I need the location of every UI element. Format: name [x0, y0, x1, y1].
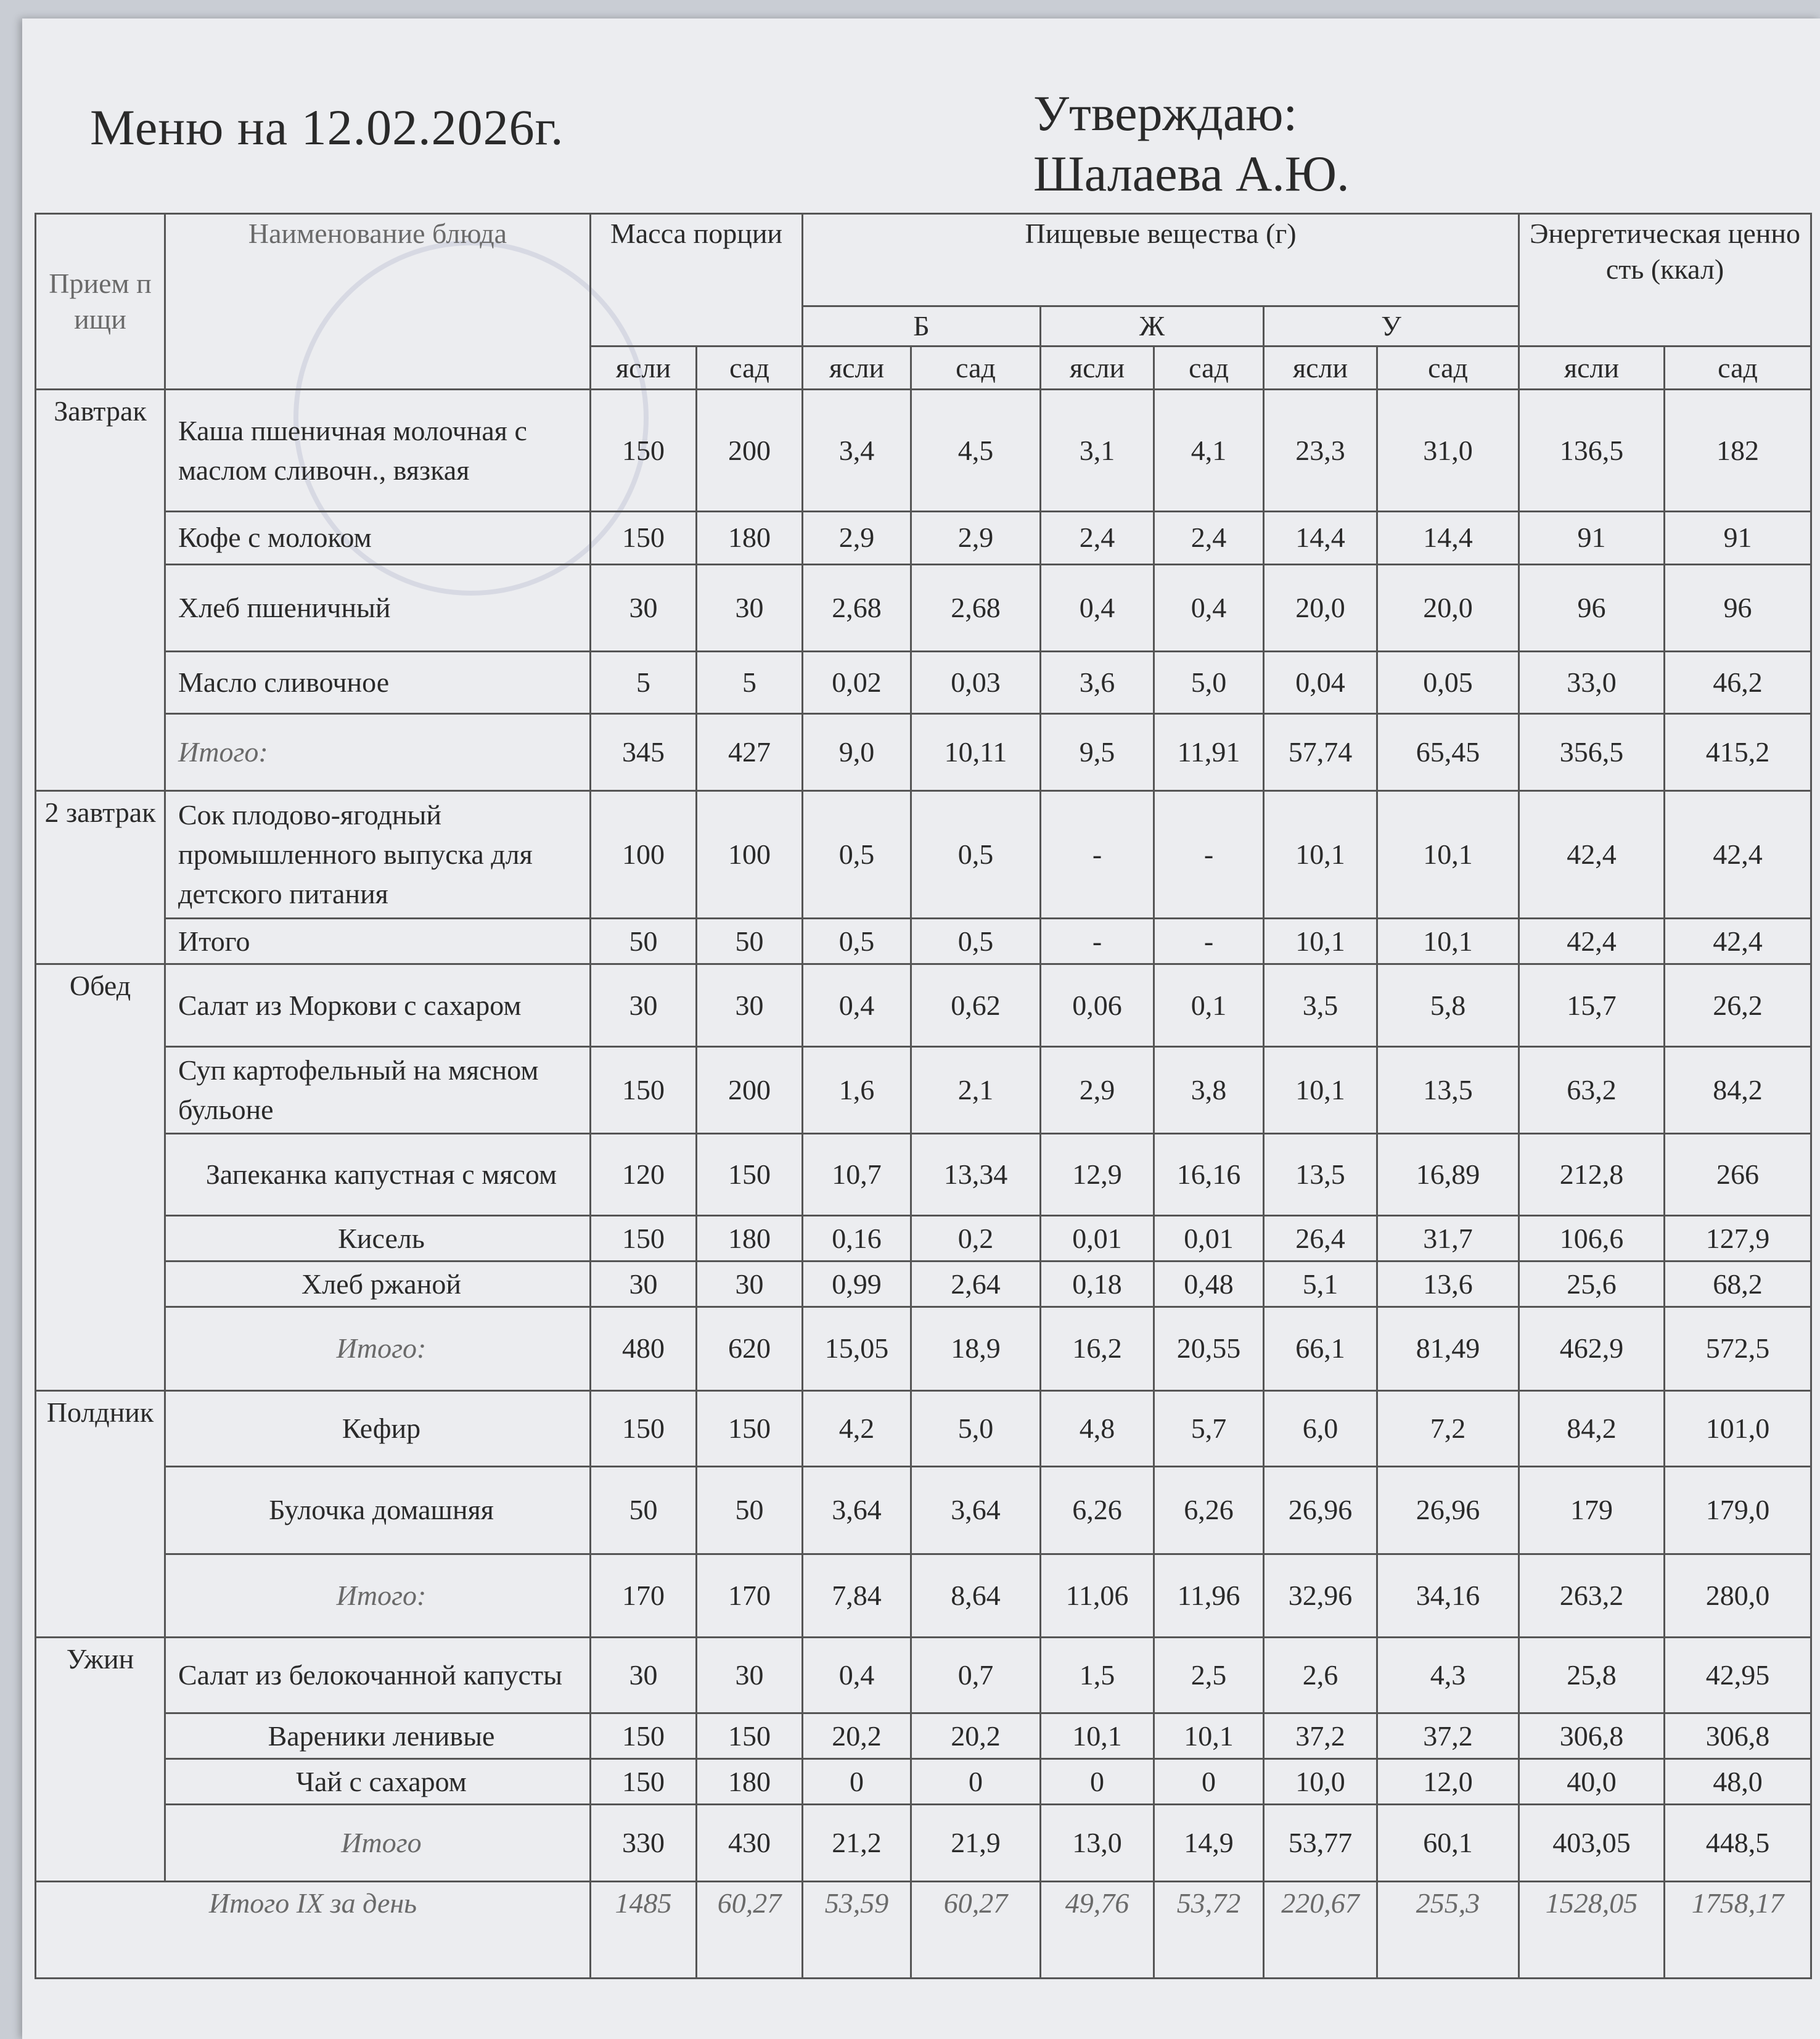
value-cell: 2,68 — [803, 564, 911, 652]
value-cell: 100 — [697, 790, 803, 919]
value-cell: 345 — [591, 713, 697, 790]
day-total-row — [36, 1882, 1811, 1979]
value-cell: 150 — [697, 1133, 803, 1215]
value-cell: 81,49 — [1377, 1307, 1519, 1391]
value-cell: 180 — [697, 1216, 803, 1262]
value-cell: 1,5 — [1041, 1638, 1154, 1713]
header-carbs: У — [1264, 306, 1519, 347]
value-cell: 150 — [591, 1759, 697, 1805]
value-cell: 0,48 — [1154, 1262, 1264, 1307]
header-fat: Ж — [1041, 306, 1264, 347]
value-cell: 26,4 — [1264, 1216, 1377, 1262]
value-cell: 0,01 — [1154, 1216, 1264, 1262]
value-cell: 0,5 — [803, 790, 911, 919]
value-cell: 10,1 — [1154, 1713, 1264, 1759]
day-total-value: 53,59 — [803, 1882, 911, 1979]
value-cell: 150 — [591, 1713, 697, 1759]
value-cell: 2,6 — [1264, 1638, 1377, 1713]
value-cell: 34,16 — [1377, 1554, 1519, 1638]
value-cell: 53,77 — [1264, 1805, 1377, 1882]
value-cell: 2,64 — [911, 1262, 1041, 1307]
value-cell: 0,16 — [803, 1216, 911, 1262]
value-cell: 68,2 — [1665, 1262, 1811, 1307]
value-cell: 31,7 — [1377, 1216, 1519, 1262]
dish-name: Кефир — [165, 1390, 591, 1466]
day-total-value: 49,76 — [1041, 1882, 1154, 1979]
table-row — [36, 652, 1811, 713]
value-cell: 15,7 — [1519, 964, 1665, 1046]
subheader-garden: сад — [697, 347, 803, 390]
value-cell: 6,26 — [1154, 1466, 1264, 1554]
value-cell: 572,5 — [1665, 1307, 1811, 1391]
day-total-value: 60,27 — [697, 1882, 803, 1979]
value-cell: 180 — [697, 512, 803, 565]
value-cell: 200 — [697, 390, 803, 512]
value-cell: 46,2 — [1665, 652, 1811, 713]
value-cell: 4,3 — [1377, 1638, 1519, 1713]
table-row — [36, 1638, 1811, 1713]
value-cell: 30 — [591, 964, 697, 1046]
value-cell: 212,8 — [1519, 1133, 1665, 1215]
value-cell: 3,64 — [911, 1466, 1041, 1554]
dish-name: Кофе с молоком — [165, 512, 591, 565]
value-cell: 306,8 — [1665, 1713, 1811, 1759]
dish-name: Сок плодово-ягодный промышленного выпуска для детского питания — [165, 790, 591, 919]
day-total-value: 1485 — [591, 1882, 697, 1979]
value-cell: 50 — [591, 1466, 697, 1554]
value-cell: 4,2 — [803, 1390, 911, 1466]
value-cell: 9,5 — [1041, 713, 1154, 790]
value-cell: 42,4 — [1519, 790, 1665, 919]
value-cell: 30 — [697, 564, 803, 652]
dish-name: Булочка домашняя — [165, 1466, 591, 1554]
value-cell: 266 — [1665, 1133, 1811, 1215]
value-cell: 120 — [591, 1133, 697, 1215]
header-dish: Наименование блюда — [165, 214, 591, 390]
value-cell: 150 — [591, 390, 697, 512]
value-cell: 0,4 — [803, 964, 911, 1046]
value-cell: 0,4 — [1154, 564, 1264, 652]
value-cell: 10,1 — [1264, 1046, 1377, 1133]
value-cell: 7,84 — [803, 1554, 911, 1638]
value-cell: 13,5 — [1264, 1133, 1377, 1215]
value-cell: - — [1041, 790, 1154, 919]
value-cell: 30 — [697, 964, 803, 1046]
table-row — [36, 564, 1811, 652]
value-cell: 16,2 — [1041, 1307, 1154, 1391]
approval-block — [1033, 83, 1350, 204]
dish-name: Итого: — [165, 713, 591, 790]
value-cell: 462,9 — [1519, 1307, 1665, 1391]
subheader-garden: сад — [1665, 347, 1811, 390]
dish-name: Каша пшеничная молочная с маслом сливочн., вязкая — [165, 390, 591, 512]
value-cell: 20,2 — [803, 1713, 911, 1759]
value-cell: 0,02 — [803, 652, 911, 713]
dish-name: Кисель — [165, 1216, 591, 1262]
value-cell: 0,4 — [1041, 564, 1154, 652]
dish-name: Итого: — [165, 1554, 591, 1638]
value-cell: 31,0 — [1377, 390, 1519, 512]
value-cell: 0,62 — [911, 964, 1041, 1046]
day-total-value: 1758,17 — [1665, 1882, 1811, 1979]
day-total-value: 53,72 — [1154, 1882, 1264, 1979]
value-cell: 10,11 — [911, 713, 1041, 790]
value-cell: 16,89 — [1377, 1133, 1519, 1215]
value-cell: 96 — [1519, 564, 1665, 652]
value-cell: 0,1 — [1154, 964, 1264, 1046]
value-cell: 170 — [591, 1554, 697, 1638]
value-cell: 356,5 — [1519, 713, 1665, 790]
value-cell: 40,0 — [1519, 1759, 1665, 1805]
day-total-value: 1528,05 — [1519, 1882, 1665, 1979]
header-nutrients: Пищевые вещества (г) — [803, 214, 1519, 306]
dish-name: Итого: — [165, 1307, 591, 1391]
value-cell: 101,0 — [1665, 1390, 1811, 1466]
value-cell: 0,06 — [1041, 964, 1154, 1046]
value-cell: 14,4 — [1264, 512, 1377, 565]
value-cell: 42,4 — [1519, 919, 1665, 964]
value-cell: 96 — [1665, 564, 1811, 652]
value-cell: 150 — [591, 1216, 697, 1262]
value-cell: 0,5 — [911, 919, 1041, 964]
table-row — [36, 1390, 1811, 1466]
value-cell: 32,96 — [1264, 1554, 1377, 1638]
value-cell: 20,0 — [1377, 564, 1519, 652]
value-cell: 2,1 — [911, 1046, 1041, 1133]
day-total-label: Итого IX за день — [36, 1882, 591, 1979]
day-total-value: 220,67 — [1264, 1882, 1377, 1979]
value-cell: 13,5 — [1377, 1046, 1519, 1133]
value-cell: 23,3 — [1264, 390, 1377, 512]
value-cell: 150 — [591, 1046, 697, 1133]
value-cell: 0,5 — [803, 919, 911, 964]
table-row — [36, 1307, 1811, 1391]
meal-name: Полдник — [36, 1390, 165, 1637]
value-cell: 84,2 — [1519, 1390, 1665, 1466]
value-cell: 13,6 — [1377, 1262, 1519, 1307]
value-cell: 5,0 — [911, 1390, 1041, 1466]
value-cell: 170 — [697, 1554, 803, 1638]
table-row — [36, 390, 1811, 512]
value-cell: 0,99 — [803, 1262, 911, 1307]
approval-label: Утверждаю: — [1033, 85, 1298, 141]
value-cell: 0,18 — [1041, 1262, 1154, 1307]
value-cell: 6,0 — [1264, 1390, 1377, 1466]
value-cell: 150 — [591, 1390, 697, 1466]
day-total-value: 255,3 — [1377, 1882, 1519, 1979]
value-cell: 3,1 — [1041, 390, 1154, 512]
value-cell: 5 — [591, 652, 697, 713]
value-cell: 57,74 — [1264, 713, 1377, 790]
value-cell: 26,2 — [1665, 964, 1811, 1046]
value-cell: 10,1 — [1377, 790, 1519, 919]
value-cell: 65,45 — [1377, 713, 1519, 790]
value-cell: 0,4 — [803, 1638, 911, 1713]
value-cell: 37,2 — [1264, 1713, 1377, 1759]
value-cell: 2,4 — [1154, 512, 1264, 565]
table-row — [36, 1466, 1811, 1554]
value-cell: 6,26 — [1041, 1466, 1154, 1554]
table-row — [36, 1805, 1811, 1882]
value-cell: 20,2 — [911, 1713, 1041, 1759]
value-cell: 0,7 — [911, 1638, 1041, 1713]
approver-name: Шалаева А.Ю. — [1033, 146, 1350, 202]
value-cell: 30 — [591, 1262, 697, 1307]
value-cell: 26,96 — [1264, 1466, 1377, 1554]
value-cell: 10,1 — [1377, 919, 1519, 964]
value-cell: 13,0 — [1041, 1805, 1154, 1882]
value-cell: 37,2 — [1377, 1713, 1519, 1759]
value-cell: 4,8 — [1041, 1390, 1154, 1466]
value-cell: 3,6 — [1041, 652, 1154, 713]
header-protein: Б — [803, 306, 1041, 347]
value-cell: 21,9 — [911, 1805, 1041, 1882]
dish-name: Итого — [165, 1805, 591, 1882]
table-row — [36, 790, 1811, 919]
value-cell: 10,7 — [803, 1133, 911, 1215]
value-cell: 106,6 — [1519, 1216, 1665, 1262]
value-cell: 50 — [697, 1466, 803, 1554]
value-cell: 14,4 — [1377, 512, 1519, 565]
value-cell: 12,0 — [1377, 1759, 1519, 1805]
value-cell: 0,05 — [1377, 652, 1519, 713]
value-cell: 50 — [697, 919, 803, 964]
meal-name: Завтрак — [36, 390, 165, 791]
value-cell: 9,0 — [803, 713, 911, 790]
value-cell: 430 — [697, 1805, 803, 1882]
header-energy: Энергетическая ценность (ккал) — [1519, 214, 1811, 347]
value-cell: 4,1 — [1154, 390, 1264, 512]
value-cell: 20,0 — [1264, 564, 1377, 652]
value-cell: 8,64 — [911, 1554, 1041, 1638]
value-cell: 280,0 — [1665, 1554, 1811, 1638]
value-cell: 150 — [697, 1713, 803, 1759]
value-cell: 11,96 — [1154, 1554, 1264, 1638]
value-cell: 25,6 — [1519, 1262, 1665, 1307]
value-cell: 18,9 — [911, 1307, 1041, 1391]
value-cell: 66,1 — [1264, 1307, 1377, 1391]
dish-name: Итого — [165, 919, 591, 964]
dish-name: Суп картофельный на мясном бульоне — [165, 1046, 591, 1133]
value-cell: 10,1 — [1041, 1713, 1154, 1759]
value-cell: 26,96 — [1377, 1466, 1519, 1554]
value-cell: 10,1 — [1264, 919, 1377, 964]
value-cell: 30 — [697, 1262, 803, 1307]
table-row — [36, 1216, 1811, 1262]
value-cell: 10,0 — [1264, 1759, 1377, 1805]
subheader-garden: сад — [1377, 347, 1519, 390]
value-cell: 127,9 — [1665, 1216, 1811, 1262]
subheader-garden: сад — [1154, 347, 1264, 390]
value-cell: 306,8 — [1519, 1713, 1665, 1759]
value-cell: 2,9 — [1041, 1046, 1154, 1133]
value-cell: 3,4 — [803, 390, 911, 512]
value-cell: 4,5 — [911, 390, 1041, 512]
value-cell: 42,4 — [1665, 790, 1811, 919]
value-cell: 0,01 — [1041, 1216, 1154, 1262]
header-meal: Прием пищи — [36, 214, 165, 390]
subheader-garden: сад — [911, 347, 1041, 390]
dish-name: Масло сливочное — [165, 652, 591, 713]
value-cell: 330 — [591, 1805, 697, 1882]
table-row — [36, 1046, 1811, 1133]
subheader-nursery: ясли — [1519, 347, 1665, 390]
value-cell: 11,91 — [1154, 713, 1264, 790]
meal-name: 2 завтрак — [36, 790, 165, 964]
table-row — [36, 713, 1811, 790]
value-cell: 2,9 — [911, 512, 1041, 565]
value-cell: - — [1154, 919, 1264, 964]
value-cell: - — [1041, 919, 1154, 964]
value-cell: 48,0 — [1665, 1759, 1811, 1805]
value-cell: 150 — [591, 512, 697, 565]
table-row — [36, 1133, 1811, 1215]
value-cell: 50 — [591, 919, 697, 964]
dish-name: Хлеб пшеничный — [165, 564, 591, 652]
value-cell: 0 — [1041, 1759, 1154, 1805]
value-cell: 63,2 — [1519, 1046, 1665, 1133]
value-cell: 480 — [591, 1307, 697, 1391]
value-cell: 427 — [697, 713, 803, 790]
value-cell: 42,95 — [1665, 1638, 1811, 1713]
value-cell: 30 — [697, 1638, 803, 1713]
value-cell: 30 — [591, 564, 697, 652]
table-row — [36, 512, 1811, 565]
value-cell: 60,1 — [1377, 1805, 1519, 1882]
value-cell: 5,7 — [1154, 1390, 1264, 1466]
table-row — [36, 1759, 1811, 1805]
value-cell: 5,1 — [1264, 1262, 1377, 1307]
dish-name: Запеканка капустная с мясом — [165, 1133, 591, 1215]
value-cell: 0 — [803, 1759, 911, 1805]
menu-table — [35, 213, 1812, 1979]
value-cell: 1,6 — [803, 1046, 911, 1133]
value-cell: 12,9 — [1041, 1133, 1154, 1215]
value-cell: 182 — [1665, 390, 1811, 512]
value-cell: 415,2 — [1665, 713, 1811, 790]
subheader-nursery: ясли — [803, 347, 911, 390]
value-cell: 3,5 — [1264, 964, 1377, 1046]
value-cell: 0,2 — [911, 1216, 1041, 1262]
value-cell: 3,64 — [803, 1466, 911, 1554]
value-cell: 180 — [697, 1759, 803, 1805]
value-cell: 0,5 — [911, 790, 1041, 919]
value-cell: 0,04 — [1264, 652, 1377, 713]
table-row — [36, 1713, 1811, 1759]
value-cell: 10,1 — [1264, 790, 1377, 919]
value-cell: 403,05 — [1519, 1805, 1665, 1882]
header-mass: Масса порции — [591, 214, 803, 347]
menu-title: Меню на 12.02.2026г. — [90, 99, 564, 155]
value-cell: 7,2 — [1377, 1390, 1519, 1466]
value-cell: 33,0 — [1519, 652, 1665, 713]
value-cell: 30 — [591, 1638, 697, 1713]
value-cell: 179,0 — [1665, 1466, 1811, 1554]
value-cell: 448,5 — [1665, 1805, 1811, 1882]
value-cell: 2,9 — [803, 512, 911, 565]
value-cell: 2,68 — [911, 564, 1041, 652]
table-row — [36, 919, 1811, 964]
table-row — [36, 1262, 1811, 1307]
dish-name: Хлеб ржаной — [165, 1262, 591, 1307]
value-cell: - — [1154, 790, 1264, 919]
value-cell: 20,55 — [1154, 1307, 1264, 1391]
value-cell: 91 — [1665, 512, 1811, 565]
value-cell: 3,8 — [1154, 1046, 1264, 1133]
table-row — [36, 1554, 1811, 1638]
value-cell: 13,34 — [911, 1133, 1041, 1215]
value-cell: 42,4 — [1665, 919, 1811, 964]
value-cell: 25,8 — [1519, 1638, 1665, 1713]
value-cell: 21,2 — [803, 1805, 911, 1882]
value-cell: 0,03 — [911, 652, 1041, 713]
value-cell: 5,8 — [1377, 964, 1519, 1046]
value-cell: 11,06 — [1041, 1554, 1154, 1638]
value-cell: 0 — [911, 1759, 1041, 1805]
value-cell: 200 — [697, 1046, 803, 1133]
value-cell: 2,5 — [1154, 1638, 1264, 1713]
menu-document — [22, 18, 1820, 2039]
value-cell: 2,4 — [1041, 512, 1154, 565]
subheader-nursery: ясли — [591, 347, 697, 390]
value-cell: 84,2 — [1665, 1046, 1811, 1133]
meal-name: Обед — [36, 964, 165, 1390]
value-cell: 620 — [697, 1307, 803, 1391]
value-cell: 16,16 — [1154, 1133, 1264, 1215]
value-cell: 14,9 — [1154, 1805, 1264, 1882]
day-total-value: 60,27 — [911, 1882, 1041, 1979]
subheader-nursery: ясли — [1264, 347, 1377, 390]
value-cell: 179 — [1519, 1466, 1665, 1554]
value-cell: 91 — [1519, 512, 1665, 565]
subheader-nursery: ясли — [1041, 347, 1154, 390]
value-cell: 5,0 — [1154, 652, 1264, 713]
value-cell: 0 — [1154, 1759, 1264, 1805]
value-cell: 136,5 — [1519, 390, 1665, 512]
dish-name: Чай с сахаром — [165, 1759, 591, 1805]
table-row — [36, 964, 1811, 1046]
value-cell: 100 — [591, 790, 697, 919]
value-cell: 150 — [697, 1390, 803, 1466]
value-cell: 263,2 — [1519, 1554, 1665, 1638]
dish-name: Салат из Моркови с сахаром — [165, 964, 591, 1046]
value-cell: 5 — [697, 652, 803, 713]
value-cell: 15,05 — [803, 1307, 911, 1391]
dish-name: Салат из белокочанной капусты — [165, 1638, 591, 1713]
menu-body — [36, 390, 1811, 1979]
dish-name: Вареники ленивые — [165, 1713, 591, 1759]
meal-name: Ужин — [36, 1638, 165, 1882]
